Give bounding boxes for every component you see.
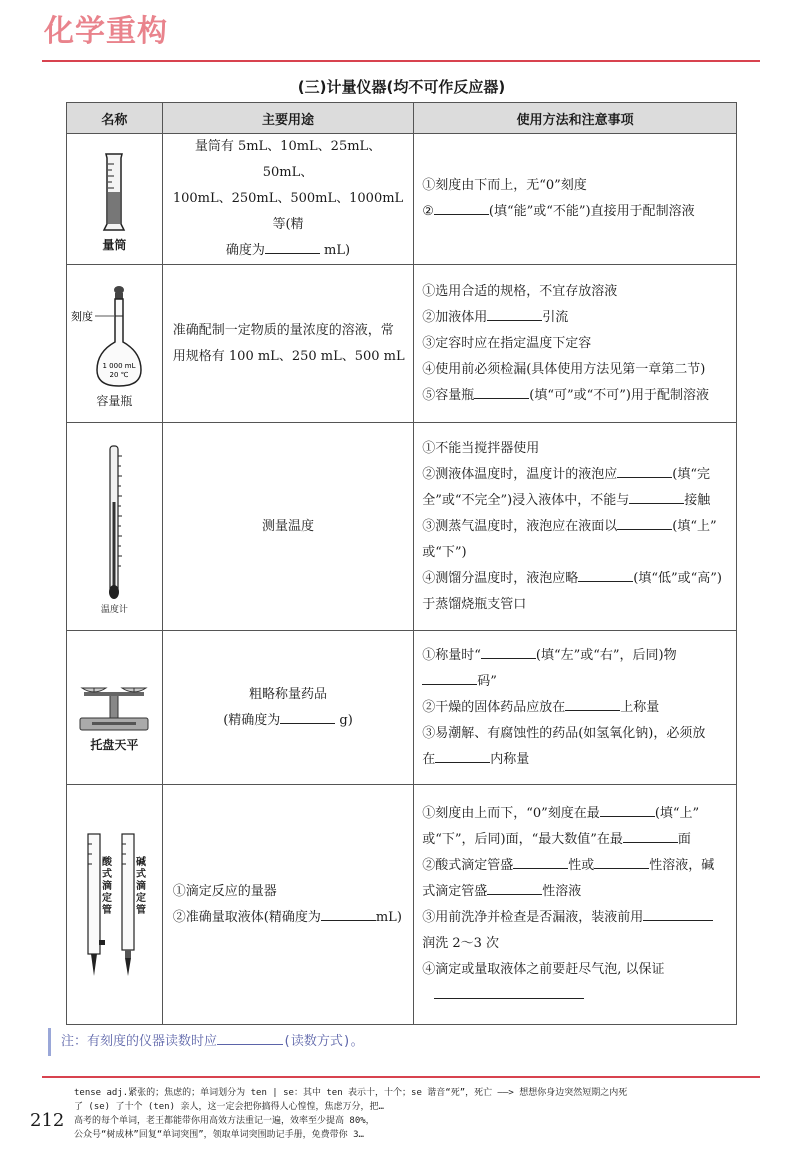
answer-blank[interactable]: [435, 748, 490, 763]
note-line: ④测馏分温度时，液泡应略 (填“低”或“高”): [422, 566, 728, 592]
answer-blank[interactable]: [623, 828, 678, 843]
use-line: 准确配制一定物质的量浓度的溶液，常: [172, 322, 394, 338]
balance-cell: [67, 631, 163, 785]
answer-blank[interactable]: [594, 854, 649, 869]
use-line: 用规格有 100 mL、250 mL、500 mL: [172, 348, 405, 364]
burette-cell: [67, 785, 163, 1025]
cylinder-use: [162, 134, 413, 265]
note-line: 润洗 2～3 次: [422, 935, 500, 951]
acid-burette-label: 酸式滴定管: [102, 857, 112, 916]
footer-line: 公众号“树成林”回复“单词突围”，领取单词突围助记手册，免费带你 3…: [74, 1130, 364, 1140]
answer-blank[interactable]: [617, 515, 672, 530]
note-line: ②干燥的固体药品应放在 上称量: [422, 695, 728, 721]
answer-blank[interactable]: [513, 854, 568, 869]
note-line: 或“下”，后同)面，“最大数值”在最 面: [422, 827, 728, 853]
answer-blank[interactable]: [617, 463, 672, 478]
flask-volume-label: 1 000 mL: [102, 362, 136, 370]
answer-blank[interactable]: [265, 239, 320, 254]
flask-scale-label: 刻度: [71, 310, 94, 323]
footer-vocab-text: [74, 1086, 764, 1142]
note-line: ②加液体用 引流: [422, 305, 728, 331]
graduated-cylinder-icon: [84, 150, 144, 236]
table-row: [67, 423, 737, 631]
thermometer-icon: [94, 442, 134, 602]
answer-blank[interactable]: [487, 880, 542, 895]
note-prefix: 注：有刻度的仪器读数时应: [61, 1034, 218, 1049]
burette-use: [162, 785, 413, 1025]
use-line: 确度为 mL): [171, 238, 405, 264]
answer-blank[interactable]: [217, 1030, 283, 1045]
note-line: ③易潮解、有腐蚀性的药品(如氢氧化钠)，必须放: [422, 725, 706, 741]
note-line: ①选用合适的规格，不宜存放溶液: [422, 283, 618, 299]
note-line: ③定容时应在指定温度下定容: [422, 335, 592, 351]
header-title: 化学重构: [44, 14, 168, 49]
table-row: [67, 631, 737, 785]
note-line: ①称量时“ (填“左”或“右”，后同)物: [422, 643, 728, 669]
note-line: ①刻度由上而下，“0”刻度在最 (填“上”: [422, 801, 728, 827]
footer-rule: [42, 1076, 760, 1078]
answer-blank[interactable]: [434, 200, 489, 215]
note-line: 码”: [422, 669, 728, 695]
thermometer-cell: [67, 423, 163, 631]
balance-icon: [74, 666, 154, 736]
table-header-row: [67, 103, 737, 134]
section-title: (三)计量仪器(均不可作反应器): [297, 78, 506, 96]
volumetric-flask-cell: [67, 265, 163, 423]
graduated-cylinder-cell: [67, 134, 163, 265]
balance-use: [162, 631, 413, 785]
table-row: [67, 265, 737, 423]
note-line: ③测蒸气温度时，液泡应在液面以 (填“上”: [422, 514, 728, 540]
thermometer-notes: [414, 423, 737, 631]
note-line: ①不能当搅拌器使用: [422, 440, 540, 456]
reading-note: [48, 1028, 364, 1056]
answer-blank[interactable]: [280, 709, 335, 724]
note-line: ④滴定或量取液体之前要赶尽气泡, 以保证: [422, 961, 665, 977]
note-line: 于蒸馏烧瓶支管口: [422, 596, 527, 612]
cylinder-label: 量筒: [102, 237, 127, 252]
note-suffix: (读数方式)。: [283, 1034, 364, 1049]
header-use: 主要用途: [162, 103, 413, 134]
note-line: ②测液体温度时，温度计的液泡应 (填“完: [422, 462, 728, 488]
use-line: 100mL、250mL、500mL、1000mL 等(精: [172, 191, 404, 232]
answer-blank[interactable]: [422, 670, 477, 685]
use-line: ①滴定反应的量器: [172, 883, 277, 899]
note-line: ⑤容量瓶 (填“可”或“不可”)用于配制溶液: [422, 383, 728, 409]
header-name: 名称: [67, 103, 163, 134]
answer-blank[interactable]: [474, 384, 529, 399]
flask-temp-label: 20 ℃: [109, 371, 129, 379]
answer-blank[interactable]: [487, 306, 542, 321]
balance-label: 托盘天平: [90, 738, 139, 752]
answer-blank[interactable]: [600, 802, 655, 817]
thermometer-label: 温度计: [100, 605, 128, 615]
answer-blank[interactable]: [643, 906, 713, 921]
footer-line: 了 (se) 了十个 (ten) 亲人，这一定会把你搞得人心惶惶，焦虑万分，把…: [74, 1102, 384, 1112]
burette-notes: [414, 785, 737, 1025]
page-number: 212: [30, 1110, 65, 1131]
answer-blank[interactable]: [629, 489, 684, 504]
flask-label: 容量瓶: [96, 394, 133, 408]
note-line: ② (填“能”或“不能”)直接用于配制溶液: [422, 199, 728, 225]
answer-blank[interactable]: [565, 696, 620, 711]
flask-notes: [414, 265, 737, 423]
use-line: 粗略称量药品: [249, 686, 328, 702]
answer-blank[interactable]: [434, 984, 584, 999]
footer-line: tense adj.紧张的；焦虑的；单词划分为 ten | se：其中 ten 表示十，十个；se 谐音“死”，死亡 ——> 想想你身边突然短期之内死: [74, 1088, 628, 1098]
cylinder-notes: [414, 134, 737, 265]
footer-line: 高考的每个单词，老王都能带你用高效方法重记一遍，效率至少提高 80%，: [74, 1116, 375, 1126]
use-line: (精确度为 g): [171, 708, 405, 734]
note-line: 在 内称量: [422, 747, 728, 773]
note-line: ②酸式滴定管盛 性或 性溶液，碱: [422, 853, 728, 879]
thermometer-use: [162, 423, 413, 631]
answer-blank[interactable]: [321, 906, 376, 921]
base-burette-label: 碱式滴定管: [136, 857, 146, 916]
use-line: ②准确量取液体(精确度为 mL): [173, 905, 405, 931]
header-notes: 使用方法和注意事项: [414, 103, 737, 134]
balance-notes: [414, 631, 737, 785]
header-rule: [42, 60, 760, 62]
table-row: [67, 134, 737, 265]
flask-use: [162, 265, 413, 423]
answer-blank[interactable]: [481, 644, 536, 659]
use-line: 量筒有 5mL、10mL、25mL、50mL、: [194, 139, 382, 180]
note-line: ①刻度由下而上，无“0”刻度: [422, 178, 587, 193]
note-line: ③用前洗净并检查是否漏液，装液前用: [422, 905, 728, 931]
table-row: [67, 785, 737, 1025]
volumetric-flask-icon: [69, 282, 159, 392]
note-line: 全”或“不完全”)浸入液体中，不能与 接触: [422, 488, 728, 514]
answer-blank[interactable]: [578, 567, 633, 582]
note-line: 或“下”): [422, 544, 467, 560]
note-line: 式滴定管盛 性溶液: [422, 879, 728, 905]
use-line: 测量温度: [262, 518, 315, 534]
instrument-table: [66, 102, 737, 1025]
note-line: [422, 983, 728, 1009]
note-line: ④使用前必须检漏(具体使用方法见第一章第二节): [422, 361, 706, 377]
